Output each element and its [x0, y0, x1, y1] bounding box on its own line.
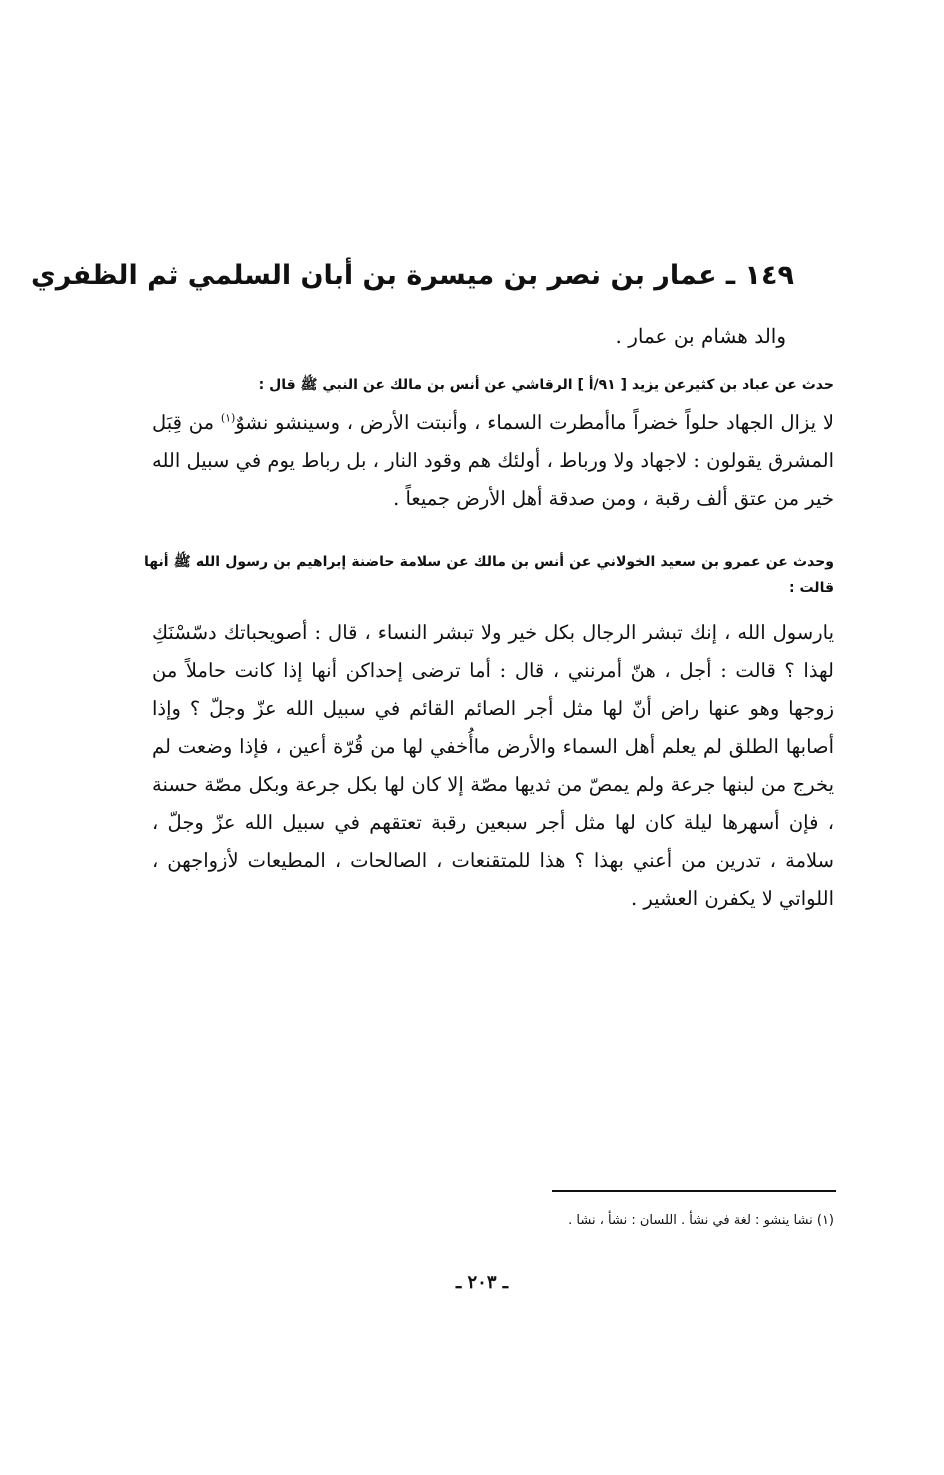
footnote-text: (١) نشا ينشو : لغة في نشأ . اللسان : نشأ ، نشا . — [568, 1213, 834, 1228]
entry-title: ١٤٩ ـ عمار بن نصر بن ميسرة بن أبان السلمي ثم الظفري — [31, 260, 794, 291]
hadith-1-text-after-ref: من قِبَل المشرق يقولون : لاجهاد ولا ورباط ، أولئك هم وقود النار ، بل رباط يوم في سبيل الله خير من عتق ألف رقبة ، ومن صدقة أهل الأرض جميعاً . — [152, 411, 834, 510]
hadith-2-text — [152, 614, 834, 918]
hadith-1-paragraph — [152, 404, 834, 518]
footnote-reference: (١) — [220, 411, 236, 425]
page-number: ـ ٢٠٣ ـ — [455, 1272, 509, 1293]
hadith-2-paragraph: يارسول الله ، إنك تبشر الرجال بكل خير ولا تبشر النساء ، قال : أصويحباتك دسّسْنَكِ لهذا ؟ قالت : أجل ، هنّ أمرنني ، قال : أما ترضى إحداكن أنها إذا كانت حاملاً من زوجها وهو عنها راض أنّ لها مثل أجر الصائم القائم في سبيل الله عزّ وجلّ ؟ وإذا أصابها الطلق لم يعلم أهل السماء والأرض ماأُخفي لها من قُرّة أعين ، فإذا وضعت لم يخرج من لبنها جرعة ولم يمصّ من ثديها مصّة إلا كان لها بكل جرعة وبكل مصّة حسنة ، فإن أسهرها ليلة كان لها مثل أجر سبعين رقبة تعتقهم في سبيل الله عزّ وجلّ ، سلامة ، تدرين من أعني بهذا ؟ هذا للمتقنعات ، الصالحات ، المطيعات لأزواجهن ، اللواتي لا يكفرن العشير . — [152, 621, 834, 910]
footnote-divider — [552, 1190, 836, 1192]
hadith-2-isnad: وحدث عن عمرو بن سعيد الخولاني عن أنس بن مالك عن سلامة حاضنة إبراهيم بن رسول الله ﷺ أنها قالت : — [144, 554, 834, 596]
hadith-1-text-before-ref: لا يزال الجهاد حلواً خضراً ماأمطرت السماء ، وأنبتت الأرض ، وسينشو نشوٌ — [235, 411, 834, 434]
hadith-1-isnad: حدث عن عباد بن كثيرعن يزيد [ ٩١/أ ] الرقاشي عن أنس بن مالك عن النبي ﷺ قال : — [258, 377, 834, 393]
entry-subtitle: والد هشام بن عمار . — [615, 324, 786, 348]
hadith-1-text — [152, 404, 834, 518]
